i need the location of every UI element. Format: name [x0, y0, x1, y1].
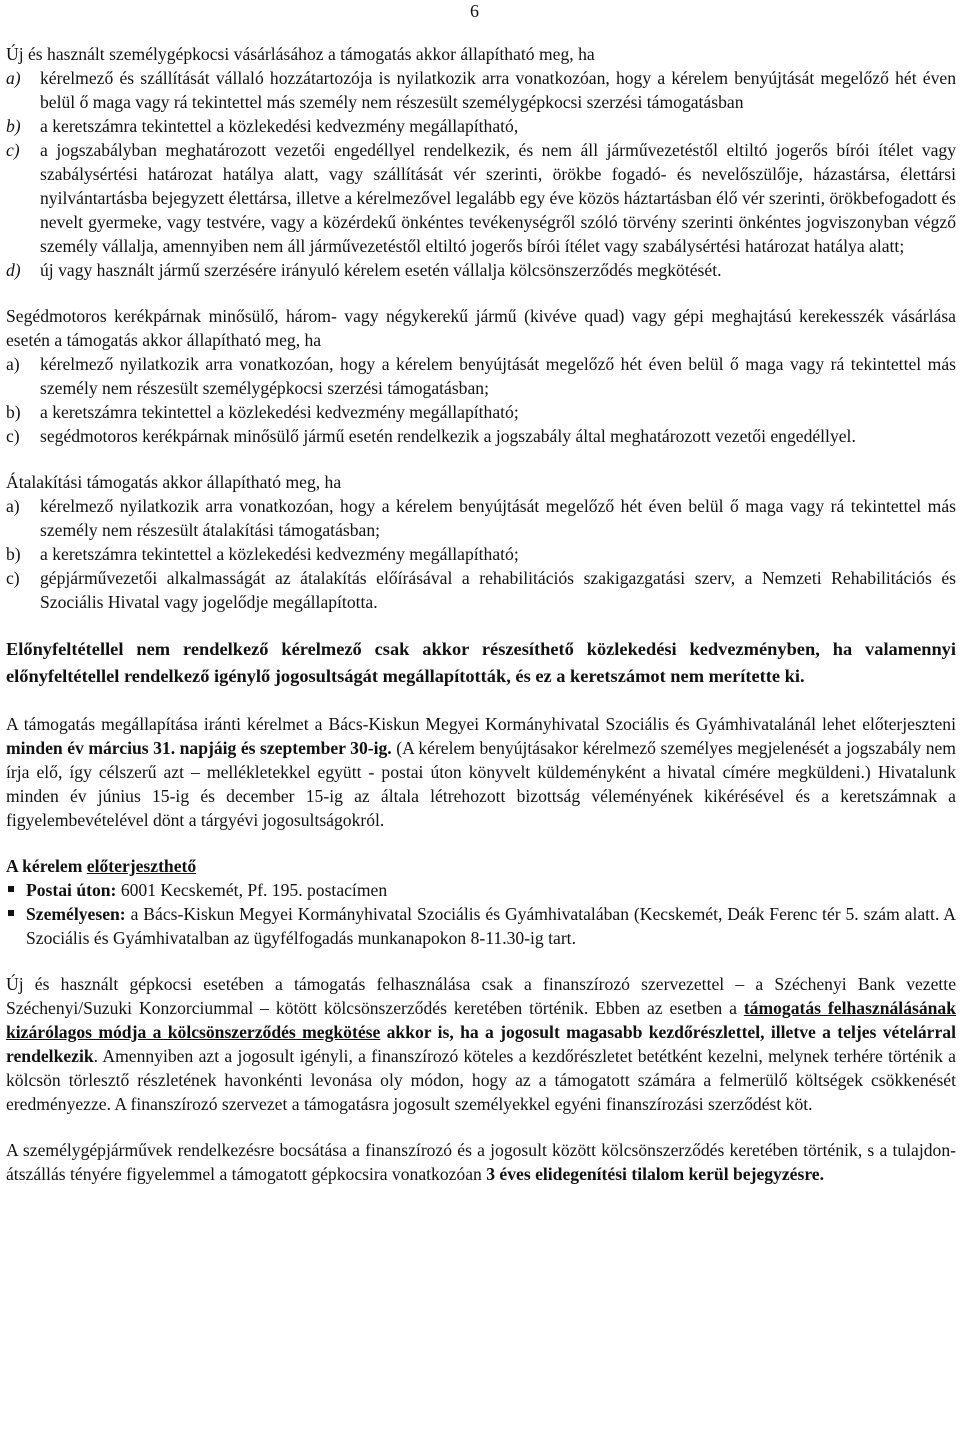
list-item: [6, 494, 956, 542]
priority-notice: Előnyfeltétellel nem rendelkező kérelmező csak akkor részesíthető közlekedési kedvezményben, ha valamennyi előnyfeltétellel rendelkező igénylő jogosultságát megállapították, és ez a keretszámot nem merítette ki.: [6, 639, 956, 686]
bullet-label: Postai úton:: [26, 880, 117, 900]
section-intro: Segédmotoros kerékpárnak minősülő, három- vagy négykerekű jármű (kivéve quad) vagy gépi meghajtású kerekesszék vásárlása esetén a támogatás akkor állapítható meg, ha: [6, 306, 956, 350]
list-text: a keretszámra tekintettel a közlekedési kedvezmény megállapítható;: [40, 402, 519, 422]
submission-deadline-paragraph: [6, 712, 956, 832]
document-body: [6, 42, 956, 1186]
list-item: [6, 400, 956, 424]
square-bullet-icon: [8, 886, 14, 892]
square-bullet-icon: [8, 910, 14, 916]
list-label: c): [6, 140, 20, 160]
list-item: [6, 138, 956, 258]
list-item: [6, 66, 956, 114]
heading-text-underlined: előterjeszthető: [86, 856, 197, 876]
list-label: c): [6, 426, 20, 446]
section-moped-conditions: [6, 304, 956, 448]
list-text: kérelmező nyilatkozik arra vonatkozóan, hogy a kérelem benyújtását megelőző hét éven belül ő maga vagy rá tekintettel más személy nem részesült személygépkocsi szerzési támogatásban;: [40, 354, 956, 398]
list-text: kérelmező nyilatkozik arra vonatkozóan, hogy a kérelem benyújtását megelőző hét éven belül ő maga vagy rá tekintettel más személy nem részesült átalakítási támogatásban;: [40, 496, 956, 540]
list-text: [26, 878, 956, 902]
list-label: a): [6, 354, 20, 374]
paragraph-text: . Amennyiben azt a jogosult igényli, a finanszírozó köteles a kezdőrészletet betétként kezelni, melynek terhére történik a kölcsön törlesztő részletének havonkénti levonása oly módon, hogy az a támogatott számára a felmerülő költségek csökkenését eredményezze. A finanszírozó szervezet a támogatásra jogosult személyekkel egyéni finanszírozási szerződést köt.: [6, 1046, 956, 1114]
list-item: [6, 114, 956, 138]
exclusive-use-emphasis: támogatás felhasználásának kizárólagos módja a kölcsönszerződés megkötése: [6, 998, 956, 1042]
section-intro: Új és használt személygépkocsi vásárlásához a támogatás akkor állapítható meg, ha: [6, 44, 595, 64]
section-intro: Átalakítási támogatás akkor állapítható meg, ha: [6, 472, 342, 492]
bullet-text: a Bács-Kiskun Megyei Kormányhivatal Szociális és Gyámhivatalában (Kecskemét, Deák Ferenc tér 5. szám alatt. A Szociális és Gyámhivatalban az ügyfélfogadás munkanapokon 8-11.30-ig tart.: [26, 904, 956, 948]
list-label: b): [6, 402, 21, 422]
list-label: a): [6, 68, 21, 88]
list-text: [26, 902, 956, 950]
deadline-emphasis: minden év március 31. napjáig és szeptember 30-ig.: [6, 738, 392, 758]
submission-methods: [6, 854, 956, 950]
alienation-ban-paragraph: [6, 1138, 956, 1186]
page-number: 6: [470, 1, 479, 21]
list-label: b): [6, 116, 21, 136]
list-text: a jogszabályban meghatározott vezetői engedéllyel rendelkezik, és nem áll járművezetéstől eltiltó jogerős bírói ítélet vagy szabálysértési határozat hatálya alatt, vagy szállítását vér szerinti, örökbe fogadó- és nevelőszülője, házastársa, élettársi nyilvántartásba bejegyzett élettársa, illetve a kérelmezővel legalább egy éve közös háztartásban élő vér szerinti, örökbefogadott és nevelt gyermeke, vagy testvére, vagy a közérdekű önkéntes tevékenységről szóló törvény szerinti önkéntes jogviszonyban végző személy vállalja, amennyiben nem áll járművezetéstől eltiltó jogerős bírói ítélet vagy szabálysértési határozat hatálya alatt;: [40, 140, 956, 256]
section-passenger-car-conditions: [6, 42, 956, 282]
list-text: kérelmező és szállítását vállaló hozzátartozója is nyilatkozik arra vonatkozóan, hogy a kérelem benyújtását megelőző hét éven belül ő maga vagy rá tekintettel más személy nem részesült személygépkocsi szerzési támogatásban: [40, 68, 956, 112]
submission-heading: [6, 854, 956, 878]
bullet-text: 6001 Kecskemét, Pf. 195. postacímen: [116, 880, 388, 900]
list-item: [6, 424, 956, 448]
condition-emphasis: akkor is, ha a jogosult magasabb kezdőrészlettel, illetve a teljes vételárral rendelkezik: [6, 1022, 956, 1066]
list-label: a): [6, 496, 20, 516]
list-label: d): [6, 260, 21, 280]
financing-paragraph: [6, 972, 956, 1116]
list-item: [6, 878, 956, 902]
paragraph-text: A személygépjárművek rendelkezésre bocsátása a finanszírozó és a jogosult között kölcsönszerződés keretében történik, s a tulajdon-átszállás tényére figyelemmel a támogatott gépkocsira vonatkozóan: [6, 1140, 956, 1184]
list-item: [6, 542, 956, 566]
alienation-ban-emphasis: 3 éves elidegenítési tilalom kerül bejegyzésre.: [486, 1164, 825, 1184]
list-text: a keretszámra tekintettel a közlekedési kedvezmény megállapítható,: [40, 116, 519, 136]
list-item: [6, 258, 956, 282]
list-label: b): [6, 544, 21, 564]
list-item: [6, 566, 956, 614]
list-item: [6, 902, 956, 950]
list-text: segédmotoros kerékpárnak minősülő jármű esetén rendelkezik a jogszabály által meghatározott vezetői engedéllyel.: [40, 426, 856, 446]
list-label: c): [6, 568, 20, 588]
list-item: [6, 352, 956, 400]
section-conversion-conditions: [6, 470, 956, 614]
paragraph-text: (A kérelem benyújtásakor kérelmező személyes megjelenését a jogszabály nem írja elő, így célszerű azt – mellékletekkel együtt - postai úton könyvelt küldeményként a hivatal címére megküldeni.) Hivatalunk minden év június 15-ig és december 15-ig az általa létrehozott bizottság véleményének kikérésével és a keretszámnak a figyelembevételével dönt a tárgyévi jogosultságokról.: [6, 738, 956, 830]
bullet-label: Személyesen:: [26, 904, 126, 924]
heading-text: A kérelem: [6, 856, 87, 876]
paragraph-text: A támogatás megállapítása iránti kérelmet a Bács-Kiskun Megyei Kormányhivatal Szociális és Gyámhivatalánál lehet előterjeszteni: [6, 714, 956, 734]
list-text: új vagy használt jármű szerzésére irányuló kérelem esetén vállalja kölcsönszerződés megkötését.: [40, 260, 722, 280]
list-text: gépjárművezetői alkalmasságát az átalakítás előírásával a rehabilitációs szakigazgatási szerv, a Nemzeti Rehabilitációs és Szociális Hivatal vagy jogelődje megállapította.: [40, 568, 956, 612]
list-text: a keretszámra tekintettel a közlekedési kedvezmény megállapítható;: [40, 544, 519, 564]
paragraph-text: Új és használt gépkocsi esetében a támogatás felhasználása csak a finanszírozó szervezettel – a Széchenyi Bank vezette Széchenyi/Suzuki Konzorciummal – kötött kölcsönszerződés keretében történik. Ebben az esetben a: [6, 974, 956, 1018]
